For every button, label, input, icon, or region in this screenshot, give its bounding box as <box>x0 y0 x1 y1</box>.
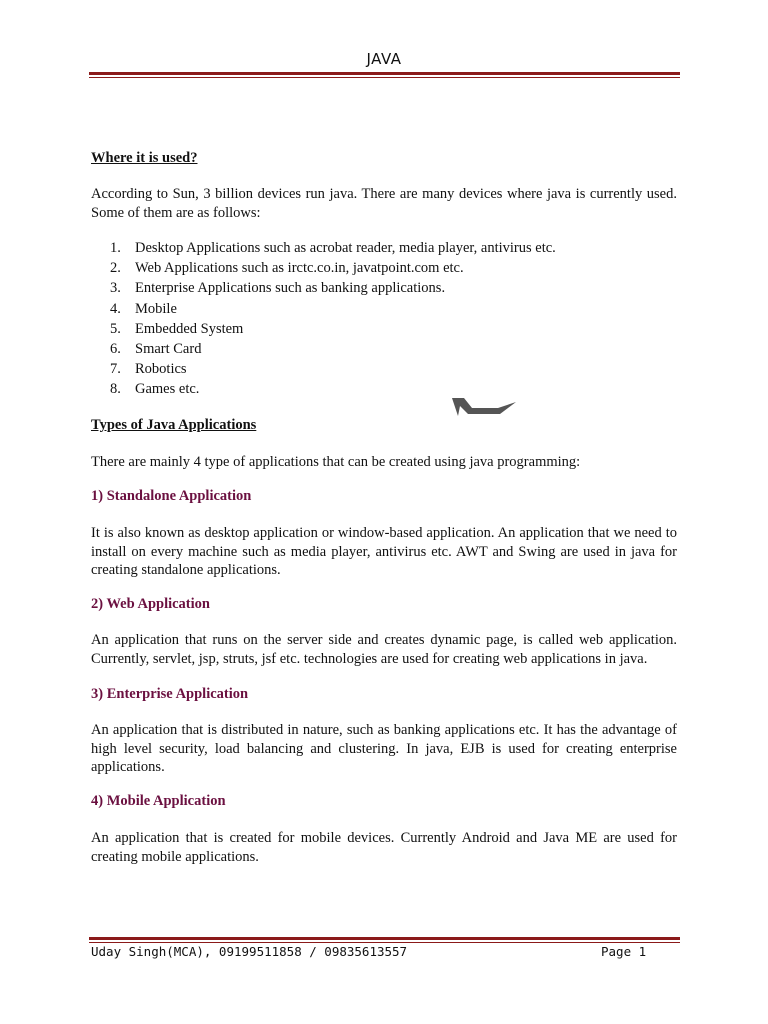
page-number: Page 1 <box>601 944 647 959</box>
enterprise-body: An application that is distributed in nature, such as banking applications etc. It has the advantage of high level security, load balancing and clustering. In java, EJB is used for creating enterprise applications. <box>91 722 677 775</box>
page-header-title: JAVA <box>366 50 402 68</box>
footer-rule-thin <box>89 942 680 943</box>
list-item: 2. Web Applications such as irctc.co.in, javatpoint.com etc. <box>110 260 464 277</box>
section-heading-types: Types of Java Applications <box>91 417 257 433</box>
header-rule-thin <box>89 77 680 78</box>
types-intro: There are mainly 4 type of applications that can be created using java programming: <box>91 454 581 470</box>
footer-author: Uday Singh(MCA), 09199511858 / 09835613557 <box>91 944 408 959</box>
list-item: 8. Games etc. <box>110 381 200 398</box>
decorative-swoosh-icon <box>450 396 540 418</box>
usage-list <box>91 238 677 400</box>
subheading-enterprise: 3) Enterprise Application <box>91 686 249 702</box>
list-item: 1. Desktop Applications such as acrobat reader, media player, antivirus etc. <box>110 240 556 256</box>
section-heading-where-used: Where it is used? <box>91 150 198 166</box>
subheading-web: 2) Web Application <box>91 596 210 612</box>
header-rule <box>89 72 680 75</box>
subheading-mobile: 4) Mobile Application <box>91 793 226 809</box>
list-item: 7. Robotics <box>110 361 187 378</box>
where-used-intro: According to Sun, 3 billion devices run java. There are many devices where java is currently used. Some of them are as follows: <box>91 186 677 221</box>
list-item: 6. Smart Card <box>110 340 202 357</box>
footer-rule <box>89 937 680 940</box>
list-item: 4. Mobile <box>110 300 177 317</box>
standalone-body: It is also known as desktop application or window-based application. An application that we need to install on every machine such as media player, antivirus etc. AWT and Swing are used in java for creating standalone applications. <box>91 525 677 578</box>
web-body: An application that runs on the server side and creates dynamic page, is called web application. Currently, servlet, jsp, struts, jsf etc. technologies are used for creating web applications in java. <box>91 632 677 667</box>
list-item: 5. Embedded System <box>110 320 244 337</box>
subheading-standalone: 1) Standalone Application <box>91 488 252 504</box>
mobile-body: An application that is created for mobile devices. Currently Android and Java ME are used for creating mobile applications. <box>91 830 677 865</box>
list-item: 3. Enterprise Applications such as banking applications. <box>110 280 446 297</box>
